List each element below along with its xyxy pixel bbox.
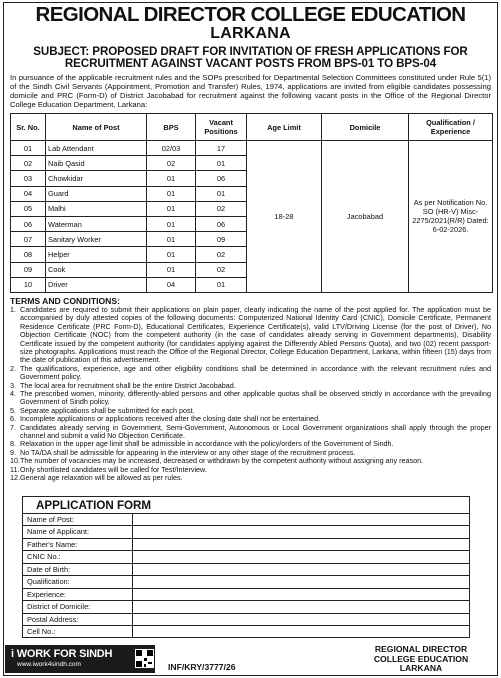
cell-bps: 01 [147, 232, 196, 247]
application-form [22, 496, 470, 638]
cell-sr: 06 [11, 216, 46, 231]
form-field-label: Name of Applicant: [23, 526, 133, 537]
cell-vacant: 02 [196, 201, 247, 216]
col-header-qualification: Qualification / Experience [409, 114, 493, 141]
cell-age-limit: 18-28 [247, 141, 322, 293]
form-row [23, 600, 469, 612]
qr-code-icon [135, 649, 154, 668]
form-field-blank [133, 589, 469, 600]
form-row [23, 613, 469, 625]
sign-line-1: REGIONAL DIRECTOR [374, 644, 468, 654]
form-field-blank [133, 601, 469, 612]
vacancies-table [10, 113, 493, 293]
page-title: REGIONAL DIRECTOR COLLEGE EDUCATION [35, 3, 466, 26]
term-text: Candidates are required to submit their applications on plain paper, clearly indicating the name of the post applied for. The application must be accompanied by duly attested copies of the following documents: Computerized National Identity Card (CNIC), Domicile Certificate, Permanent Residence Certificate (PRC Form-D), Educational Certificates, Experience Certificate(s), valid LTV/Driving License (for the post of Driver), No Objection Certificate (NOC) from the competent authority (in the case of candidates already serving in Government departments), Disability Certificate issued by the competent authority (for candidates applying against the Differently Abled Persons Quota), and two (02) recent passport-size photographs. Applications must reach the Office of the Regional Director, College Education Department, Larkana, within fifteen (15) days from the date of publication of this advertisement. [20, 304, 491, 365]
form-field-label: Cell No.: [23, 626, 133, 637]
iwork-for-sindh-logo [5, 645, 155, 673]
page-subtitle-city: LARKANA [210, 25, 291, 42]
terms-list [10, 306, 491, 483]
cell-post: Cook [46, 262, 147, 277]
form-field-blank [133, 526, 469, 537]
form-field-blank [133, 614, 469, 625]
term-number: 12. [10, 473, 20, 482]
cell-sr: 07 [11, 232, 46, 247]
form-row [23, 588, 469, 600]
form-row [23, 513, 469, 525]
form-title: APPLICATION FORM [36, 499, 152, 512]
form-field-label: District of Domicile: [23, 601, 133, 612]
term-text: Separate applications shall be submitted for each post. [20, 405, 195, 415]
cell-bps: 02/03 [147, 141, 196, 156]
form-field-label: Date of Birth: [23, 564, 133, 575]
signature-block [356, 645, 486, 674]
cell-bps: 01 [147, 171, 196, 186]
terms-heading: TERMS AND CONDITIONS: [10, 295, 120, 306]
cell-bps: 01 [147, 186, 196, 201]
cell-bps: 01 [147, 247, 196, 262]
term-item [10, 390, 491, 407]
form-row [23, 550, 469, 562]
cell-vacant: 09 [196, 232, 247, 247]
cell-qualification: As per Notification No. SO (HR-V) Misc-2275/2021(R/R) Dated: 6-02-2026. [409, 141, 493, 293]
term-item [10, 306, 491, 365]
reference-number: INF/KRY/3777/26 [168, 662, 236, 672]
term-text: No TA/DA shall be admissible for appearing in the interview or any other stage of the recruitment process. [20, 447, 356, 457]
term-number: 5. [10, 405, 16, 415]
term-number: 6. [10, 414, 16, 424]
form-field-label: CNIC No.: [23, 551, 133, 562]
col-header-vacant: Vacant Positions [196, 114, 247, 141]
cell-sr: 01 [11, 141, 46, 156]
term-item [10, 424, 491, 441]
term-text: Incomplete applications or applications received after the closing date shall not be entertained. [20, 414, 321, 424]
col-header-post: Name of Post [46, 114, 147, 141]
cell-sr: 08 [11, 247, 46, 262]
term-number: 11. [10, 464, 20, 474]
form-field-label: Experience: [23, 589, 133, 600]
form-field-blank [133, 564, 469, 575]
term-text: The local area for recruitment shall be the entire District Jacobabad. [20, 380, 236, 390]
term-number: 4. [10, 388, 16, 398]
form-field-blank [133, 551, 469, 562]
term-text: Candidates already serving in Government, Semi-Government, Autonomous or Local Government organizations shall apply through the proper channel and submit a valid No Objection Certificate. [20, 422, 491, 440]
form-field-label: Father's Name: [23, 539, 133, 550]
cell-vacant: 01 [196, 277, 247, 292]
cell-bps: 04 [147, 277, 196, 292]
term-text: General age relaxation will be allowed as per rules. [20, 473, 183, 482]
cell-vacant: 06 [196, 171, 247, 186]
form-row [23, 575, 469, 587]
term-item [10, 474, 491, 482]
cell-bps: 01 [147, 262, 196, 277]
table-row [11, 141, 493, 156]
term-item [10, 365, 491, 382]
intro-paragraph: In pursuance of the applicable recruitment rules and the SOPs prescribed for Departmental Selection Committees constituted under Rule 5(1) of the Sindh Civil Servants (Appointment, Promotion and Transfer) Rules, 1974, applications are invited from eligible candidates possessing domicile and PRC (Form-D) of District Jacobabad for recruitment against the following vacant posts in the Office of the Regional Director College Education Department, Larkana: [10, 73, 491, 109]
term-text: The qualifications, experience, age and other eligibility conditions shall be determined in accordance with the relevant recruitment rules and Government policy. [20, 363, 491, 382]
cell-sr: 09 [11, 262, 46, 277]
cell-vacant: 02 [196, 262, 247, 277]
sign-line-2: COLLEGE EDUCATION [373, 653, 469, 664]
sign-line-3: LARKANA [399, 663, 443, 673]
form-field-blank [133, 514, 469, 525]
term-text: Only shortlisted candidates will be called for Test/Interview. [20, 464, 207, 474]
cell-bps: 01 [147, 201, 196, 216]
term-number: 2. [10, 363, 16, 373]
cell-post: Waterman [46, 216, 147, 231]
col-header-age: Age Limit [247, 114, 322, 141]
cell-sr: 04 [11, 186, 46, 201]
cell-post: Helper [46, 247, 147, 262]
cell-sr: 03 [11, 171, 46, 186]
term-number: 1. [10, 304, 16, 314]
col-header-bps: BPS [147, 114, 196, 141]
form-field-blank [133, 626, 469, 637]
cell-sr: 10 [11, 277, 46, 292]
cell-bps: 01 [147, 216, 196, 231]
term-text: The number of vacancies may be increased, decreased or withdrawn by the competent authority without assigning any reason. [20, 456, 424, 466]
col-header-sr: Sr. No. [11, 114, 46, 141]
cell-sr: 02 [11, 156, 46, 171]
cell-vacant: 17 [196, 141, 247, 156]
form-field-blank [133, 576, 469, 587]
cell-vacant: 02 [196, 247, 247, 262]
cell-bps: 02 [147, 156, 196, 171]
form-row [23, 525, 469, 537]
cell-vacant: 06 [196, 216, 247, 231]
cell-post: Guard [46, 186, 147, 201]
term-number: 8. [10, 439, 16, 449]
cell-post: Lab Attendant [46, 141, 147, 156]
cell-vacant: 01 [196, 156, 247, 171]
table-header-row [11, 114, 493, 141]
term-number: 9. [10, 447, 16, 457]
term-text: Relaxation in the upper age limit shall be admissible in accordance with the policy/orders of the Government of Sindh. [20, 439, 394, 449]
form-row [23, 625, 469, 637]
term-text: The prescribed women, minority, differently-abled persons and other applicable quotas shall be observed strictly in accordance with the prevailing Government of Sindh policy. [20, 388, 491, 407]
logo-brand-text: i WORK FOR SINDH [11, 648, 113, 660]
cell-post: Malhi [46, 201, 147, 216]
cell-post: Chowkidar [46, 171, 147, 186]
term-number: 3. [10, 380, 16, 390]
cell-domicile: Jacobabad [322, 141, 409, 293]
form-field-label: Qualification: [23, 576, 133, 587]
term-number: 10. [10, 456, 20, 466]
cell-post: Sanitary Worker [46, 232, 147, 247]
form-field-blank [133, 539, 469, 550]
subject-line-1: SUBJECT: PROPOSED DRAFT FOR INVITATION OF FRESH APPLICATIONS FOR [33, 45, 468, 58]
col-header-domicile: Domicile [322, 114, 409, 141]
logo-site-text: www.iwork4sindh.com [17, 661, 81, 668]
subject-heading [4, 46, 497, 70]
form-field-label: Postal Address: [23, 614, 133, 625]
cell-post: Driver [46, 277, 147, 292]
form-row [23, 563, 469, 575]
cell-vacant: 01 [196, 186, 247, 201]
cell-sr: 05 [11, 201, 46, 216]
term-number: 7. [10, 422, 16, 432]
form-field-label: Name of Post: [23, 514, 133, 525]
subject-line-2: RECRUITMENT AGAINST VACANT POSTS FROM BPS-01 TO BPS-04 [64, 57, 437, 70]
cell-post: Naib Qasid [46, 156, 147, 171]
form-row [23, 538, 469, 550]
